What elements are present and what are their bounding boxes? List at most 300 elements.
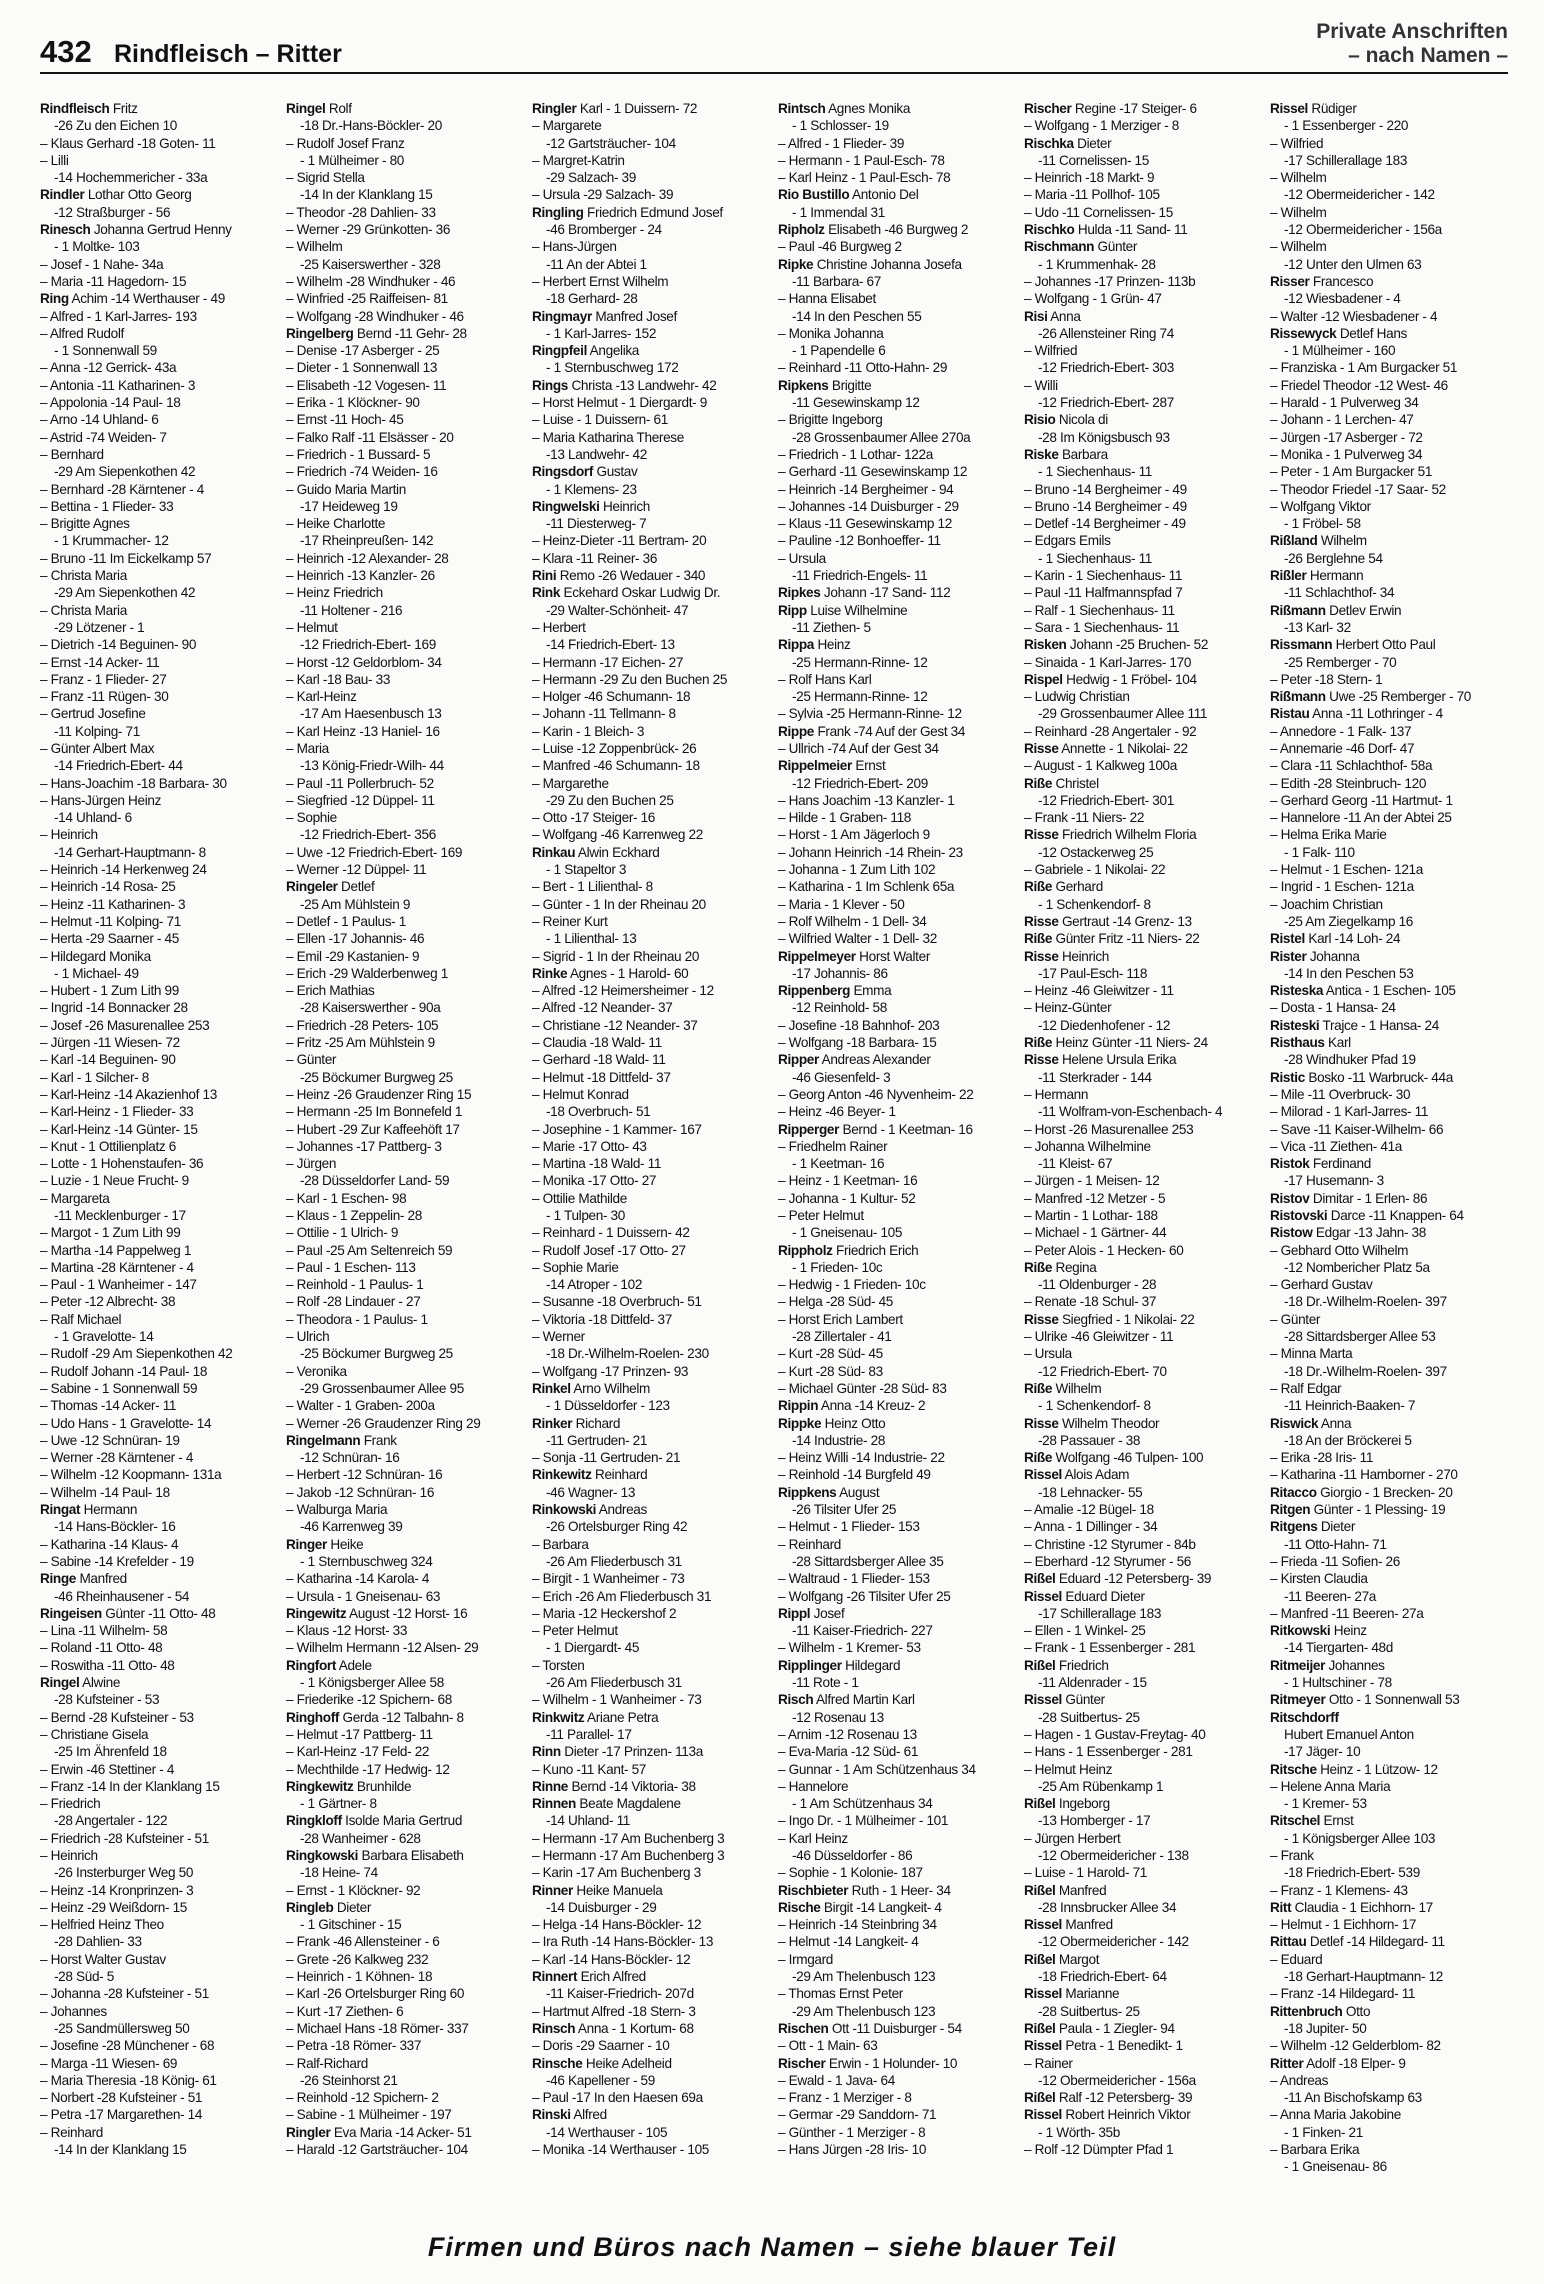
directory-address: -11 Rote - 1	[792, 1675, 859, 1691]
surname: Rißler	[1270, 568, 1307, 584]
directory-address: -11 Wolfram-von-Eschenbach- 4	[1038, 1104, 1223, 1120]
directory-entry: – Barbara	[532, 1536, 589, 1552]
directory-entry-head: Rischbieter Ruth - 1 Heer- 34	[778, 1882, 951, 1898]
directory-entry: – Kirsten Claudia	[1270, 1571, 1368, 1587]
directory-entry: – Ursula	[1024, 1346, 1072, 1362]
directory-entry: – Monika Johanna	[778, 325, 884, 341]
directory-entry: – Johann Heinrich -14 Rhein- 23	[778, 844, 963, 860]
directory-address: -28 Dahlien- 33	[54, 1934, 142, 1950]
directory-entry: – Hermann -17 Am Buchenberg 3	[532, 1830, 725, 1846]
directory-entry: – Annedore - 1 Falk- 137	[1270, 723, 1412, 739]
directory-entry: – Erika -28 Iris- 11	[1270, 1450, 1374, 1466]
directory-entry: – Friedrich - 1 Lothar- 122a	[778, 446, 933, 462]
directory-entry: – Monika -17 Otto- 27	[532, 1173, 657, 1189]
directory-entry: – Ottilie Mathilde	[532, 1190, 627, 1206]
directory-entry: – Wolfgang Viktor	[1270, 498, 1371, 514]
directory-entry-head: Ritkowski Heinz	[1270, 1623, 1367, 1639]
directory-entry: – Michael Hans -18 Römer- 337	[286, 2020, 469, 2036]
directory-address: - 1 Schenkendorf- 8	[1038, 1398, 1151, 1414]
directory-entry-head: Rinkowski Andreas	[532, 1502, 647, 1518]
directory-entry: – Martina -28 Kärntener - 4	[40, 1259, 194, 1275]
directory-entry: – Hans-Joachim -18 Barbara- 30	[40, 775, 227, 791]
directory-entry-head: Ritt Claudia - 1 Eichhorn- 17	[1270, 1899, 1433, 1915]
directory-entry: – Wilhelm	[1270, 170, 1327, 186]
directory-entry-head: Ringeler Detlef	[286, 879, 375, 895]
directory-address: -17 Jäger- 10	[1284, 1744, 1361, 1760]
directory-entry-head: Rißel Eduard -12 Petersberg- 39	[1024, 1571, 1212, 1587]
directory-entry: – Erich Mathias	[286, 983, 375, 999]
directory-address: -17 Schillerallage 183	[1284, 152, 1408, 168]
directory-address: -13 Karl- 32	[1284, 619, 1351, 635]
directory-entry-head: Rinkewitz Reinhard	[532, 1467, 648, 1483]
directory-address: - 1 Wörth- 35b	[1038, 2124, 1120, 2140]
directory-entry: – Karin - 1 Siechenhaus- 11	[1024, 568, 1183, 584]
directory-entry: – Werner -29 Grünkotten- 36	[286, 222, 451, 238]
directory-address: - 1 Tulpen- 30	[546, 1208, 625, 1223]
directory-entry: – Horst -26 Masurenallee 253	[1024, 1121, 1194, 1137]
directory-entry-head: Ripke Christine Johanna Josefa	[778, 256, 962, 272]
directory-entry: – Margarete	[532, 118, 602, 134]
directory-entry: – Helmut -17 Pattberg- 11	[286, 1726, 433, 1742]
directory-entry-head: Riße Christel	[1024, 775, 1099, 791]
directory-entry-head: Rippe Frank -74 Auf der Gest 34	[778, 723, 966, 739]
directory-entry: – Udo Hans - 1 Gravelotte- 14	[40, 1415, 212, 1431]
directory-address: -26 Steinhorst 21	[300, 2072, 398, 2088]
surname: Ritschdorff	[1270, 1709, 1339, 1725]
directory-address: -26 Allensteiner Ring 74	[1038, 325, 1174, 341]
directory-entry: – Ottilie - 1 Ulrich- 9	[286, 1225, 399, 1241]
surname: Ringkowski	[286, 1847, 359, 1863]
directory-entry: – Hanna Elisabet	[778, 291, 876, 307]
directory-address: -18 An der Bröckerei 5	[1284, 1432, 1412, 1448]
directory-address: -12 Obermeidericher - 142	[1038, 1934, 1189, 1950]
directory-entry: – Wilhelm -14 Paul- 18	[40, 1484, 170, 1500]
surname: Rink	[532, 585, 561, 601]
directory-address: -17 Johannis- 86	[792, 965, 888, 981]
directory-address: - 1 Finken- 21	[1284, 2124, 1363, 2140]
directory-address: -26 Berglehne 54	[1284, 550, 1383, 566]
directory-entry: – Margareta	[40, 1190, 110, 1206]
surname: Risse	[1024, 740, 1059, 756]
directory-entry: – Paul -11 Halfmannspfad 7	[1024, 585, 1183, 601]
surname: Ringelmann	[286, 1432, 361, 1448]
directory-entry: – Peter Helmut	[532, 1623, 618, 1639]
surname: Rißel	[1024, 2020, 1056, 2036]
directory-entry-head: Rissel Rüdiger	[1270, 101, 1357, 116]
directory-entry-head: Riswick Anna	[1270, 1415, 1352, 1431]
surname: Ristel	[1270, 931, 1305, 947]
directory-address: -11 Mecklenburger - 17	[54, 1208, 186, 1223]
directory-entry: – Sophie	[286, 810, 337, 826]
directory-entry: – Marga -11 Wiesen- 69	[40, 2055, 178, 2071]
directory-entry: – Heinrich - 1 Köhnen- 18	[286, 1969, 433, 1985]
directory-entry-head: Rio Bustillo Antonio Del	[778, 187, 919, 203]
directory-entry-head: Rische Birgit -14 Langkeit- 4	[778, 1899, 942, 1915]
directory-address: -28 Windhuker Pfad 19	[1284, 1052, 1416, 1068]
directory-entry: – Eberhard -12 Styrumer - 56	[1024, 1553, 1191, 1569]
directory-entry-head: Risse Siegfried - 1 Nikolai- 22	[1024, 1311, 1195, 1327]
directory-entry: – Heinrich -18 Markt- 9	[1024, 170, 1155, 186]
directory-entry: – Sophie Marie	[532, 1259, 619, 1275]
directory-entry: – Peter -12 Albrecht- 38	[40, 1294, 176, 1310]
directory-entry-head: Rinker Richard	[532, 1415, 621, 1431]
directory-entry: – Wolfgang -17 Prinzen- 93	[532, 1363, 689, 1379]
directory-entry: – Anna -12 Gerrick- 43a	[40, 360, 177, 376]
surname: Rißel	[1024, 2090, 1056, 2106]
directory-entry-head: Rispel Hedwig - 1 Fröbel- 104	[1024, 671, 1197, 687]
directory-address: - 1 Sternbuschweg 172	[546, 360, 679, 376]
directory-entry: – Luise - 1 Harold- 71	[1024, 1865, 1148, 1881]
directory-entry-head: Riße Regina	[1024, 1259, 1097, 1275]
surname: Ripper	[778, 1052, 819, 1068]
directory-entry: – Ewald - 1 Java- 64	[778, 2072, 895, 2088]
directory-entry: – Rudolf Josef -17 Otto- 27	[532, 1242, 686, 1258]
directory-entry: – Torsten	[532, 1657, 585, 1673]
directory-entry: – Christa Maria	[40, 602, 127, 618]
directory-entry: – Günther - 1 Merziger - 8	[778, 2124, 926, 2140]
directory-entry-head: Riße Wilhelm	[1024, 1380, 1102, 1396]
directory-entry: – Harald - 1 Pulverweg 34	[1270, 395, 1419, 411]
directory-address: - 1 Schenkendorf- 8	[1038, 896, 1151, 912]
directory-entry-head: Ringleb Dieter	[286, 1899, 371, 1915]
directory-entry: – Karl -14 Beguinen- 90	[40, 1052, 176, 1068]
surname: Ringmayr	[532, 308, 592, 324]
directory-entry: – Friedhelm Rainer	[778, 1138, 888, 1154]
page-number: 432	[40, 34, 92, 69]
surname: Rinke	[532, 965, 568, 981]
directory-address: -11 Kleist- 67	[1038, 1156, 1113, 1172]
directory-address: -12 Wiesbadener - 4	[1284, 291, 1401, 307]
directory-address: - 1 Essenberger - 220	[1284, 118, 1409, 134]
directory-entry: – Maria	[286, 740, 329, 756]
directory-entry: – Christiane -12 Neander- 37	[532, 1017, 698, 1033]
directory-entry: – Hannelore -11 An der Abtei 25	[1270, 810, 1452, 826]
directory-address: -11 An der Abtei 1	[546, 256, 647, 272]
directory-entry: – Karl -26 Ortelsburger Ring 60	[286, 1986, 465, 2002]
directory-entry: – Detlef -14 Bergheimer - 49	[1024, 516, 1186, 532]
directory-address: -46 Karrenweg 39	[300, 1519, 403, 1535]
directory-entry: – Rainer	[1024, 2055, 1073, 2071]
surname: Riße	[1024, 1035, 1053, 1051]
directory-address: -17 Schillerallage 183	[1038, 1605, 1162, 1621]
directory-address: -17 Husemann- 3	[1284, 1173, 1384, 1189]
directory-address: -11 Aldenrader - 15	[1038, 1675, 1147, 1691]
directory-entry: – Franz -14 Hildegard- 11	[1270, 1986, 1416, 2002]
directory-address: -25 Remberger - 70	[1284, 654, 1397, 670]
directory-entry: – Horst Erich Lambert	[778, 1311, 903, 1327]
directory-entry: – Petra -17 Margarethen- 14	[40, 2107, 203, 2123]
surname: Rippelmeyer	[778, 948, 856, 964]
surname: Ristov	[1270, 1190, 1310, 1206]
directory-entry: – Gunnar - 1 Am Schützenhaus 34	[778, 1761, 976, 1777]
directory-entry-head: Ringel Alwine	[40, 1675, 121, 1691]
directory-entry: – Siegfried -12 Düppel- 11	[286, 792, 435, 808]
directory-address: -11 Oldenburger - 28	[1038, 1277, 1157, 1293]
directory-entry: – Ernst -11 Hoch- 45	[286, 412, 404, 428]
directory-entry: – Alfred - 1 Karl-Jarres- 193	[40, 308, 197, 324]
directory-entry: – Heinrich -14 Bergheimer - 94	[778, 481, 954, 497]
directory-address: - 1 Falk- 110	[1284, 844, 1355, 860]
directory-entry-head: Risthaus Karl	[1270, 1035, 1351, 1051]
surname: Ristau	[1270, 706, 1310, 722]
directory-entry: – Petra -18 Römer- 337	[286, 2038, 422, 2054]
directory-entry-head: Rischko Hulda -11 Sand- 11	[1024, 222, 1188, 238]
directory-entry: – Kurt -17 Ziethen- 6	[286, 2003, 404, 2019]
directory-entry: – Wolfgang - 1 Merziger - 8	[1024, 118, 1180, 134]
surname: Ringat	[40, 1502, 81, 1518]
directory-entry-head: Ringkowski Barbara Elisabeth	[286, 1847, 464, 1863]
directory-address: - 1 Hultschiner - 78	[1284, 1675, 1392, 1691]
directory-entry-head: Rindfleisch Fritz	[40, 101, 138, 116]
directory-address: -26 Am Fliederbusch 31	[546, 1553, 682, 1569]
directory-entry: – Thomas Ernst Peter	[778, 1986, 903, 2002]
directory-address: -28 Passauer - 38	[1038, 1432, 1141, 1448]
directory-entry: – Johannes -17 Pattberg- 3	[286, 1138, 442, 1154]
page-header	[40, 20, 1508, 74]
directory-entry: – Dietrich -14 Beguinen- 90	[40, 637, 197, 653]
surname: Ringe	[40, 1571, 77, 1587]
directory-entry: – Hermann -25 Im Bonnefeld 1	[286, 1104, 463, 1120]
directory-address: -18 Overbruch- 51	[546, 1104, 651, 1120]
directory-entry: – Wilfried	[1024, 343, 1078, 359]
surname: Rissewyck	[1270, 325, 1337, 341]
directory-entry: – Manfred -11 Beeren- 27a	[1270, 1605, 1424, 1621]
directory-entry: – Hartmut Alfred -18 Stern- 3	[532, 2003, 696, 2019]
directory-address: -14 Hochemmericher - 33a	[54, 170, 208, 186]
directory-entry-head: Rißel Ingeborg	[1024, 1796, 1110, 1812]
directory-address: -11 Holtener - 216	[300, 602, 403, 618]
directory-entry: – Karl-Heinz	[286, 689, 357, 705]
directory-entry: – Jürgen Herbert	[1024, 1830, 1121, 1846]
directory-entry: – Doris -29 Saarner - 10	[532, 2038, 670, 2054]
surname: Ripplinger	[778, 1657, 842, 1673]
directory-entry: – Bruno -14 Bergheimer - 49	[1024, 481, 1187, 497]
directory-entry: – Paul -25 Am Seltenreich 59	[286, 1242, 453, 1258]
directory-entry: – Frank - 1 Essenberger - 281	[1024, 1640, 1196, 1656]
directory-column-6	[1270, 100, 1508, 2210]
directory-address: -12 Friedrich-Ebert- 169	[300, 637, 436, 653]
directory-address: -25 Kaiserswerther - 328	[300, 256, 441, 272]
directory-entry-head: Rittenbruch Otto	[1270, 2003, 1371, 2019]
surname: Ritter	[1270, 2055, 1304, 2071]
directory-entry: – Johanna Wilhelmine	[1024, 1138, 1151, 1154]
directory-address: - 1 Sternbuschweg 324	[300, 1553, 433, 1569]
directory-entry: – Paul -11 Pollerbruch- 52	[286, 775, 434, 791]
surname: Ringler	[532, 101, 577, 116]
directory-entry: – Wilhelm	[1270, 204, 1327, 220]
surname: Rißland	[1270, 533, 1318, 549]
directory-entry: – Knut - 1 Ottilienplatz 6	[40, 1138, 176, 1154]
surname: Rippenberg	[778, 983, 851, 999]
directory-entry: – Kurt -28 Süd- 45	[778, 1346, 883, 1362]
directory-entry: – Michael Günter -28 Süd- 83	[778, 1380, 947, 1396]
surname: Ritkowski	[1270, 1623, 1331, 1639]
directory-address: -25 Böckumer Burgweg 25	[300, 1346, 453, 1362]
directory-entry: – Bernhard -28 Kärntener - 4	[40, 481, 204, 497]
directory-entry: – Rolf -28 Lindauer - 27	[286, 1294, 421, 1310]
directory-entry: – Edith -28 Steinbruch- 120	[1270, 775, 1427, 791]
surname: Rittenbruch	[1270, 2003, 1343, 2019]
directory-entry: – Horst Helmut - 1 Diergardt- 9	[532, 395, 707, 411]
directory-entry: – Theodor Friedel -17 Saar- 52	[1270, 481, 1446, 497]
directory-address: -46 Wagner- 13	[546, 1484, 636, 1500]
directory-entry: – Helmut -18 Dittfeld- 37	[532, 1069, 671, 1085]
directory-entry-head: Risken Johann -25 Bruchen- 52	[1024, 637, 1209, 653]
directory-entry: – Helmut Konrad	[532, 1086, 629, 1102]
directory-entry: – Paul -17 In den Haesen 69a	[532, 2090, 703, 2106]
surname: Rispel	[1024, 671, 1063, 687]
directory-entry: – Uwe -12 Schnüran- 19	[40, 1432, 180, 1448]
directory-entry: – Klaus -11 Gesewinskamp 12	[778, 516, 952, 532]
directory-address: - 1 Diergardt- 45	[546, 1640, 640, 1656]
directory-entry: – Martina -18 Wald- 11	[532, 1156, 662, 1172]
directory-address: -14 Tiergarten- 48d	[1284, 1640, 1393, 1656]
directory-address: -11 Kolping- 71	[54, 723, 140, 739]
directory-entry: – Annemarie -46 Dorf- 47	[1270, 740, 1415, 756]
directory-entry: – Ralf Michael	[40, 1311, 122, 1327]
directory-entry-head: Riße Wolfgang -46 Tulpen- 100	[1024, 1450, 1204, 1466]
directory-entry: – Viktoria -18 Dittfeld- 37	[532, 1311, 672, 1327]
surname: Rissel	[1024, 1588, 1062, 1604]
directory-address: -12 Friedrich-Ebert- 301	[1038, 792, 1174, 808]
directory-address: -12 Friedrich-Ebert- 287	[1038, 395, 1174, 411]
directory-entry: – Helmut Heinz	[1024, 1761, 1113, 1777]
directory-entry: – Eva-Maria -12 Süd- 61	[778, 1744, 919, 1760]
directory-entry-head: Rippenberg Emma	[778, 983, 892, 999]
directory-entry: – Werner -12 Düppel- 11	[286, 862, 427, 878]
directory-entry: – Hermann	[1024, 1086, 1089, 1102]
surname: Ristovski	[1270, 1208, 1328, 1223]
surname: Ringwelski	[532, 498, 600, 514]
directory-address: -28 Süd- 5	[54, 1969, 114, 1985]
surname: Rindfleisch	[40, 101, 110, 116]
directory-entry-head: Rissmann Herbert Otto Paul	[1270, 637, 1436, 653]
directory-entry-head: Ristov Dimitar - 1 Erlen- 86	[1270, 1190, 1428, 1206]
directory-entry: – Reinhard -11 Otto-Hahn- 29	[778, 360, 948, 376]
surname: Risse	[1024, 913, 1059, 929]
directory-entry: – Ira Ruth -14 Hans-Böckler- 13	[532, 1934, 714, 1950]
directory-address: - 1 Mülheimer - 160	[1284, 343, 1396, 359]
directory-entry: – Gerhard -18 Wald- 11	[532, 1052, 666, 1068]
directory-entry: – Guido Maria Martin	[286, 481, 406, 497]
directory-entry-head: Rißel Margot	[1024, 1951, 1100, 1967]
directory-address: - 1 Königsberger Allee 103	[1284, 1830, 1436, 1846]
directory-address: -11 Diesterweg- 7	[546, 516, 647, 532]
directory-entry: – Katharina - 1 Im Schlenk 65a	[778, 879, 955, 895]
directory-entry: – Vica -11 Ziethen- 41a	[1270, 1138, 1403, 1154]
surname: Ripholz	[778, 222, 825, 238]
directory-entry-head: Rissewyck Detlef Hans	[1270, 325, 1407, 341]
directory-entry: – Uwe -12 Friedrich-Ebert- 169	[286, 844, 463, 860]
directory-address: -46 Giesenfeld- 3	[792, 1069, 891, 1085]
directory-entry-head: Rippl Josef	[778, 1605, 845, 1621]
surname: Risken	[1024, 637, 1067, 653]
directory-entry: – Bruno -14 Bergheimer - 49	[1024, 498, 1187, 514]
directory-entry: – Wolfgang -26 Tilsiter Ufer 25	[778, 1588, 951, 1604]
directory-entry: – Heinz -14 Kronprinzen- 3	[40, 1882, 194, 1898]
directory-address: -29 Zu den Buchen 25	[546, 792, 674, 808]
directory-address: -11 Gertruden- 21	[546, 1432, 648, 1448]
directory-address: -25 Im Ährenfeld 18	[54, 1744, 167, 1760]
surname: Risse	[1024, 1415, 1059, 1431]
directory-entry: – Heinz Friedrich	[286, 585, 383, 601]
surname: Rio Bustillo	[778, 187, 850, 203]
directory-entry: – Maria -12 Heckershof 2	[532, 1605, 677, 1621]
surname: Rippke	[778, 1415, 822, 1431]
directory-entry: – Maria -11 Pollhof- 105	[1024, 187, 1160, 203]
directory-entry-head: Ripkes Johann -17 Sand- 112	[778, 585, 951, 601]
directory-entry: – Maria -11 Hagedorn- 15	[40, 273, 187, 289]
directory-entry: – Arno -14 Uhland- 6	[40, 412, 159, 428]
directory-address: -28 Zillertaler - 41	[792, 1329, 892, 1345]
directory-entry: – Ernst -14 Acker- 11	[40, 654, 160, 670]
directory-entry-head: Rinne Bernd -14 Viktoria- 38	[532, 1778, 696, 1794]
directory-entry: – Karl -14 Hans-Böckler- 12	[532, 1951, 691, 1967]
directory-address: - 1 Moltke- 103	[54, 239, 140, 255]
surname: Ringkewitz	[286, 1778, 354, 1794]
directory-entry: – Ellen -17 Johannis- 46	[286, 931, 425, 947]
surname: Rissel	[1270, 101, 1308, 116]
directory-entry: – Ralf-Richard	[286, 2055, 368, 2071]
directory-entry: – Heinrich -13 Kanzler- 26	[286, 568, 435, 584]
directory-column-5	[1024, 100, 1262, 2210]
directory-entry-head: Ritacco Giorgio - 1 Brecken- 20	[1270, 1484, 1453, 1500]
directory-entry: – Hans Joachim -13 Kanzler- 1	[778, 792, 955, 808]
directory-entry-head: Rippke Heinz Otto	[778, 1415, 886, 1431]
directory-entry: – Rudolf -29 Am Siepenkothen 42	[40, 1346, 233, 1362]
surname: Rißmann	[1270, 602, 1326, 618]
directory-entry: – Helmut - 1 Flieder- 153	[778, 1519, 920, 1535]
directory-entry: – Winfried -25 Raiffeisen- 81	[286, 291, 448, 307]
directory-address: -12 Obermeidericher - 156a	[1038, 2072, 1196, 2088]
directory-entry: – Helga -28 Süd- 45	[778, 1294, 894, 1310]
directory-entry: – Herbert -12 Schnüran- 16	[286, 1467, 443, 1483]
directory-address: -14 In den Peschen 53	[1284, 965, 1414, 981]
directory-entry: – Rudolf Johann -14 Paul- 18	[40, 1363, 208, 1379]
directory-address: -29 Am Siepenkothen 42	[54, 464, 196, 480]
directory-entry: – Sophie - 1 Kolonie- 187	[778, 1865, 923, 1881]
directory-entry: – Karl-Heinz -14 Günter- 15	[40, 1121, 198, 1137]
directory-entry: – Bruno -11 Im Eickelkamp 57	[40, 550, 212, 566]
directory-address: -46 Düsseldorfer - 86	[792, 1847, 913, 1863]
surname: Rissmann	[1270, 637, 1333, 653]
directory-address: -28 Suitbertus- 25	[1038, 2003, 1140, 2019]
directory-entry: – Horst - 1 Am Jägerloch 9	[778, 827, 930, 843]
directory-entry: – Paul -46 Burgweg 2	[778, 239, 902, 255]
directory-entry: – Roland -11 Otto- 48	[40, 1640, 163, 1656]
directory-entry: – Josefine -18 Bahnhof- 203	[778, 1017, 940, 1033]
directory-entry: – Franz -14 In der Klanklang 15	[40, 1778, 220, 1794]
directory-entry: – Josefine -28 Münchener - 68	[40, 2038, 215, 2054]
surname: Rischko	[1024, 222, 1075, 238]
directory-entry-head: Rippholz Friedrich Erich	[778, 1242, 919, 1258]
directory-entry: – Friedrich - 1 Bussard- 5	[286, 446, 431, 462]
directory-address: -25 Sandmüllersweg 50	[54, 2020, 190, 2036]
surname: Ringfort	[286, 1657, 337, 1673]
directory-address: -29 Salzach- 39	[546, 170, 636, 186]
surname: Riswick	[1270, 1415, 1319, 1431]
surname: Ritgens	[1270, 1519, 1318, 1535]
directory-entry: – Helene Anna Maria	[1270, 1778, 1391, 1794]
directory-entry: – Mechthilde -17 Hedwig- 12	[286, 1761, 450, 1777]
directory-entry: – Pauline -12 Bonhoeffer- 11	[778, 533, 941, 549]
directory-entry: – Ralf - 1 Siechenhaus- 11	[1024, 602, 1175, 618]
directory-entry: – Luzie - 1 Neue Frucht- 9	[40, 1173, 189, 1189]
directory-address: - 1 Frieden- 10c	[792, 1259, 883, 1275]
directory-column-1	[40, 100, 278, 2210]
directory-entry: – Gerhard Gustav	[1270, 1277, 1373, 1293]
directory-address: -28 Düsseldorfer Land- 59	[300, 1173, 450, 1189]
